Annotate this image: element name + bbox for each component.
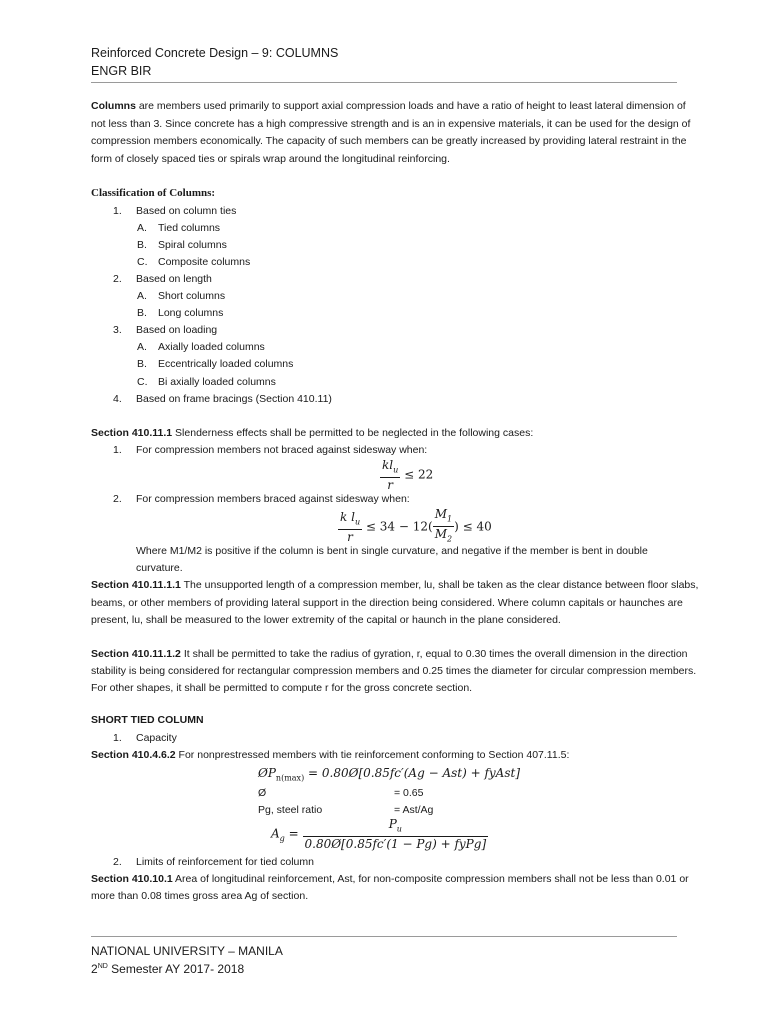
class-label-2: Based on length	[136, 273, 212, 285]
s41011-1-item1-num: 1.	[113, 444, 122, 456]
s41010-line-1	[91, 873, 689, 885]
ag-fraction	[303, 817, 489, 851]
eq1-fraction: $\frac{kl_u}{r}$	[382, 458, 399, 493]
eq-pn-rhs: = 0.80Ø[0.85fc′(Ag − Ast) + fyAst]	[308, 766, 521, 780]
class-letter-3c: C.	[137, 376, 148, 388]
footer-rule	[91, 936, 677, 937]
equation-capacity	[258, 766, 520, 782]
equation-slenderness-braced	[338, 507, 492, 547]
class-item-3b: Eccentrically loaded columns	[158, 358, 294, 370]
eq2-mid: ≤ 34 − 12(	[365, 519, 433, 534]
s41046-line	[91, 749, 569, 761]
eq-pn-sub: n(max)	[275, 773, 305, 783]
class-item-2b: Long columns	[158, 307, 224, 319]
equation-slenderness-unbraced	[380, 458, 433, 492]
class-letter-1b: B.	[137, 239, 147, 251]
eq2-fraction-left: $\frac{k l_u}{r}$	[340, 509, 361, 545]
intro-line-4: form of closely spaced ties or spirals wrap around the longitudinal reinforcing.	[91, 153, 450, 165]
class-item-1c: Composite columns	[158, 256, 251, 268]
classification-title: Classification of Columns:	[91, 187, 216, 199]
footer-sem-num: 2	[91, 962, 98, 976]
ag-lhs-sub: g	[279, 834, 285, 844]
eq1-rhs: ≤ 22	[404, 467, 434, 482]
doc-title: Reinforced Concrete Design – 9: COLUMNS	[91, 46, 339, 60]
eq2-fraction-moment: $\frac{M_1}{M_2}$	[434, 507, 453, 544]
footer-sem-sup: ND	[97, 963, 108, 970]
class-item-1b: Spiral columns	[158, 239, 227, 251]
s41011-1-where-1: Where M1/M2 is positive if the column is bent in single curvature, and negative if the member is bent in double	[136, 545, 648, 557]
intro-term: Columns	[91, 100, 136, 112]
s41011-1-2-line-3: For other shapes, it shall be permitted to compute r for the gross concrete section.	[91, 682, 473, 694]
equation-gross-area: $A_g$ = $\frac{P_u}{\text{0.80Ø[0.85fc′(1 − Pg) + fyPg]}}$	[271, 817, 487, 852]
s41011-1-where-2: curvature.	[136, 562, 183, 574]
phi-label: Ø	[258, 787, 267, 799]
class-label-4: Based on frame bracings (Section 410.11)	[136, 393, 332, 405]
class-letter-1a: A.	[137, 222, 147, 234]
class-label-3: Based on loading	[136, 324, 218, 336]
eq2-end: ) ≤ 40	[454, 519, 492, 534]
intro-text-1: are members used primarily to support axial compression loads and have a ratio of height to least lateral dimension of	[135, 100, 686, 112]
s41011-1-2-text-1: It shall be permitted to take the radius of gyration, r, equal to 0.30 times the overall dimension in the direction	[180, 648, 688, 660]
s41011-1-item2: For compression members braced against sidesway when:	[136, 493, 410, 505]
class-letter-3a: A.	[137, 341, 147, 353]
class-num-3: 3.	[113, 324, 122, 336]
s41011-1-line	[91, 427, 533, 439]
class-letter-2a: A.	[137, 290, 147, 302]
eq-pn-lhs: ØP	[258, 766, 276, 780]
class-num-4: 4.	[113, 393, 122, 405]
short-tied-item2: Limits of reinforcement for tied column	[136, 856, 314, 868]
intro-line-2: not less than 3. Since concrete has a high compressive strength and is an in expensive materials, it can be used for the design of	[91, 118, 691, 130]
s41011-1-1-text-1: The unsupported length of a compression member, lu, shall be taken as the clear distance between floor slabs,	[180, 579, 699, 591]
s41011-1-1-line-3: present, lu, shall be measured to the lower extremity of the capital or haunch in the plane considered.	[91, 614, 561, 626]
s41011-1-item2-num: 2.	[113, 493, 122, 505]
class-letter-1c: C.	[137, 256, 148, 268]
s41011-1-text: Slenderness effects shall be permitted to be neglected in the following cases:	[172, 427, 534, 439]
footer-semester	[91, 962, 244, 976]
s41010-line-2: more than 0.08 times gross area Ag of section.	[91, 890, 309, 902]
class-letter-3b: B.	[137, 358, 147, 370]
footer-sem-rest: Semester AY 2017- 2018	[107, 962, 245, 976]
short-tied-item1-num: 1.	[113, 732, 122, 744]
intro-line-1	[91, 100, 686, 112]
class-item-1a: Tied columns	[158, 222, 221, 234]
intro-line-3: compression members economically. The capacity of such members can be greatly increased by providing lateral restraint in the	[91, 135, 687, 147]
header-rule	[91, 82, 677, 83]
phi-value: = 0.65	[394, 787, 424, 799]
s41046-text: For nonprestressed members with tie reinforcement conforming to Section 407.11.5:	[175, 749, 570, 761]
s41046-ref: Section 410.4.6.2	[91, 749, 176, 761]
s41010-ref: Section 410.10.1	[91, 873, 173, 885]
class-item-3a: Axially loaded columns	[158, 341, 265, 353]
s41011-1-1-line-2: beams, or other members of providing lateral support in the direction being considered. Where column capitals or haunches are	[91, 597, 683, 609]
short-tied-title: SHORT TIED COLUMN	[91, 714, 204, 726]
pg-value: = Ast/Ag	[394, 804, 434, 816]
class-letter-2b: B.	[137, 307, 147, 319]
ag-num: P	[388, 817, 397, 831]
s41011-1-1-line-1	[91, 579, 698, 591]
class-item-3c: Bi axially loaded columns	[158, 376, 276, 388]
ag-lhs: A	[271, 826, 280, 841]
s41011-1-2-line-2: stability is being considered for rectangular compression members and 0.25 times the diameter for circular compression members.	[91, 665, 697, 677]
s41011-1-2-line-1	[91, 648, 688, 660]
s41011-1-item1: For compression members not braced against sidesway when:	[136, 444, 428, 456]
class-item-2a: Short columns	[158, 290, 226, 302]
class-label-1: Based on column ties	[136, 205, 237, 217]
pg-label: Pg, steel ratio	[258, 804, 323, 816]
doc-author: ENGR BIR	[91, 64, 152, 78]
s41011-1-ref: Section 410.11.1	[91, 427, 173, 439]
ag-num-sub: u	[396, 824, 402, 834]
ag-den: 0.80Ø[0.85fc′(1 − Pg) + fyPg]	[304, 837, 487, 852]
class-num-2: 2.	[113, 273, 122, 285]
short-tied-item1: Capacity	[136, 732, 177, 744]
s41010-text-1: Area of longitudinal reinforcement, Ast, for non-composite compression members shall not be less than 0.01 or	[172, 873, 689, 885]
s41011-1-1-ref: Section 410.11.1.1	[91, 579, 181, 591]
s41011-1-2-ref: Section 410.11.1.2	[91, 648, 181, 660]
class-num-1: 1.	[113, 205, 122, 217]
short-tied-item2-num: 2.	[113, 856, 122, 868]
footer-university: NATIONAL UNIVERSITY – MANILA	[91, 944, 283, 958]
